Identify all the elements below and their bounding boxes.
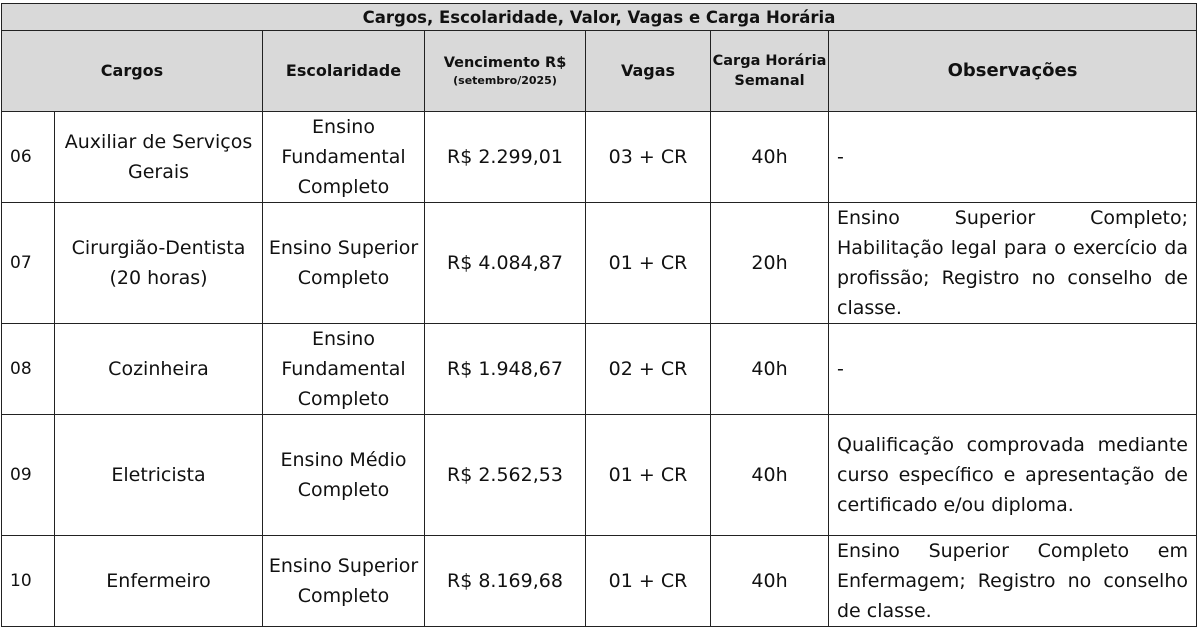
header-vencimento-label: Vencimento R$ bbox=[443, 55, 567, 71]
table-row bbox=[2, 415, 1197, 536]
carga-cell: 40h bbox=[711, 112, 829, 203]
escolaridade-cell: Ensino Fundamental Completo bbox=[263, 112, 425, 203]
escolaridade-cell: Ensino Superior Completo bbox=[263, 203, 425, 324]
escolaridade-cell: Ensino Médio Completo bbox=[263, 415, 425, 536]
cargo-cell: Enfermeiro bbox=[55, 536, 263, 627]
header-vencimento-sub: (setembro/2025) bbox=[453, 74, 557, 87]
header-cargos: Cargos bbox=[2, 31, 263, 112]
cargo-cell: Cozinheira bbox=[55, 324, 263, 415]
vencimento-cell: R$ 2.562,53 bbox=[425, 415, 586, 536]
carga-cell: 40h bbox=[711, 415, 829, 536]
header-escolaridade: Escolaridade bbox=[263, 31, 425, 112]
observacoes-cell: Ensino Superior Completo em Enfermagem; Registro no conselho de classe. bbox=[829, 536, 1197, 627]
row-number: 08 bbox=[2, 324, 55, 415]
table-row bbox=[2, 536, 1197, 627]
vagas-cell: 01 + CR bbox=[586, 415, 711, 536]
table-title: Cargos, Escolaridade, Valor, Vagas e Carga Horária bbox=[2, 4, 1197, 31]
table-row bbox=[2, 203, 1197, 324]
vagas-cell: 01 + CR bbox=[586, 536, 711, 627]
observacoes-cell: Ensino Superior Completo; Habilitação legal para o exercício da profissão; Registro no conselho de classe. bbox=[829, 203, 1197, 324]
header-vencimento bbox=[425, 31, 586, 112]
escolaridade-cell: Ensino Superior Completo bbox=[263, 536, 425, 627]
vagas-cell: 01 + CR bbox=[586, 203, 711, 324]
cargo-cell: Eletricista bbox=[55, 415, 263, 536]
cargos-table bbox=[1, 3, 1197, 627]
observacoes-cell: - bbox=[829, 112, 1197, 203]
observacoes-cell: Qualificação comprovada mediante curso específico e apresentação de certificado e/ou diploma. bbox=[829, 415, 1197, 536]
header-carga: Carga Horária Semanal bbox=[711, 31, 829, 112]
table-row bbox=[2, 324, 1197, 415]
table-row bbox=[2, 112, 1197, 203]
observacoes-cell: - bbox=[829, 324, 1197, 415]
row-number: 10 bbox=[2, 536, 55, 627]
header-vagas: Vagas bbox=[586, 31, 711, 112]
carga-cell: 20h bbox=[711, 203, 829, 324]
vagas-cell: 02 + CR bbox=[586, 324, 711, 415]
vencimento-cell: R$ 8.169,68 bbox=[425, 536, 586, 627]
vencimento-cell: R$ 2.299,01 bbox=[425, 112, 586, 203]
vagas-cell: 03 + CR bbox=[586, 112, 711, 203]
row-number: 06 bbox=[2, 112, 55, 203]
header-observacoes: Observações bbox=[829, 31, 1197, 112]
cargo-cell: Cirurgião-Dentista (20 horas) bbox=[55, 203, 263, 324]
cargo-cell: Auxiliar de Serviços Gerais bbox=[55, 112, 263, 203]
row-number: 09 bbox=[2, 415, 55, 536]
escolaridade-cell: Ensino Fundamental Completo bbox=[263, 324, 425, 415]
carga-cell: 40h bbox=[711, 536, 829, 627]
row-number: 07 bbox=[2, 203, 55, 324]
vencimento-cell: R$ 1.948,67 bbox=[425, 324, 586, 415]
vencimento-cell: R$ 4.084,87 bbox=[425, 203, 586, 324]
carga-cell: 40h bbox=[711, 324, 829, 415]
